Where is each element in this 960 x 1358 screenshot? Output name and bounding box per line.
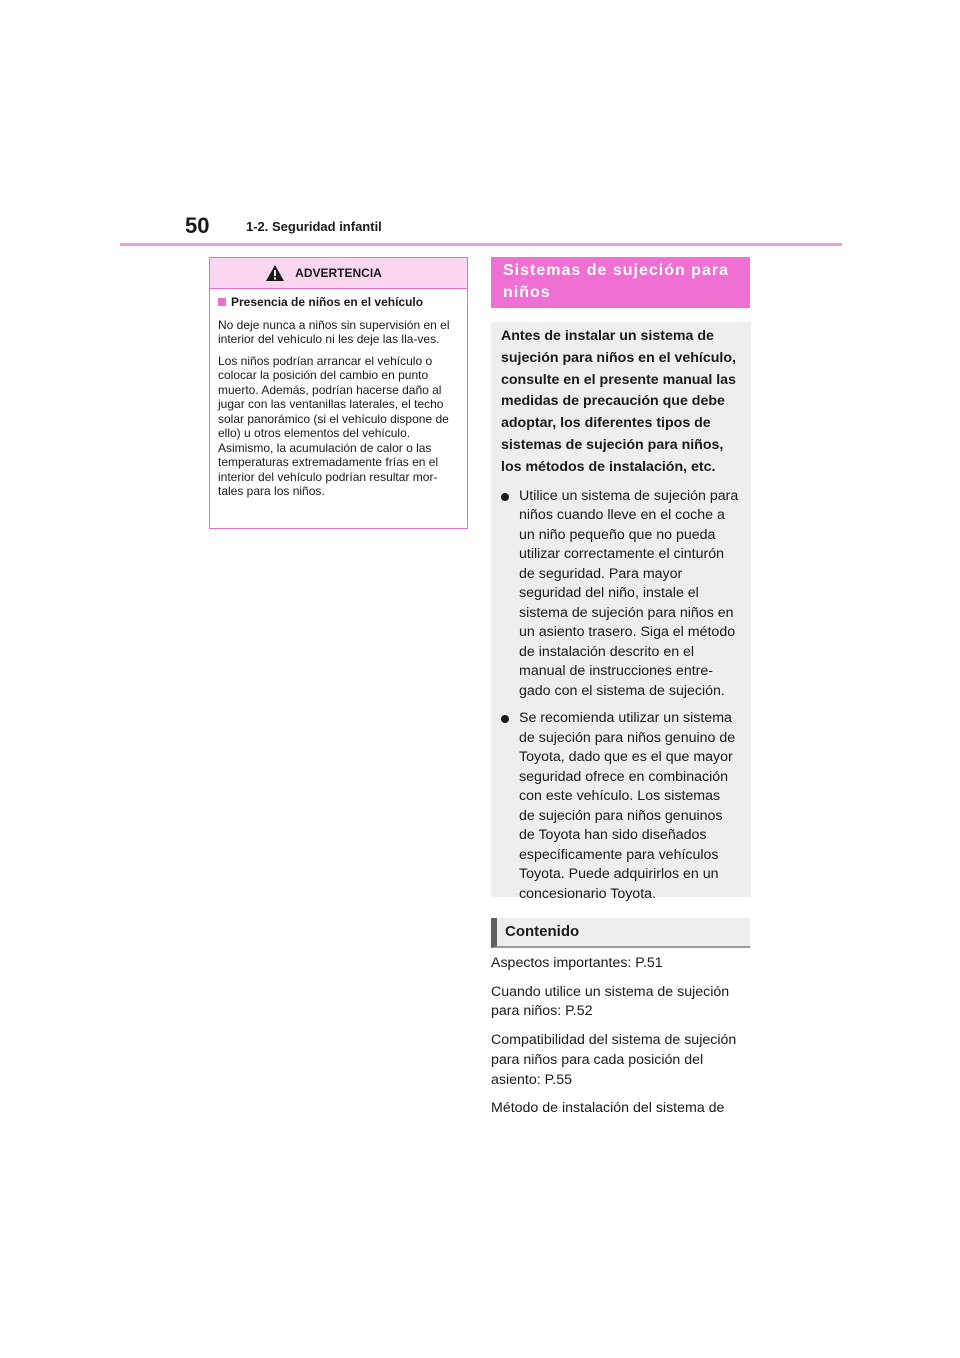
warning-heading-text: Presencia de niños en el vehículo (231, 295, 424, 309)
warning-box (209, 257, 468, 529)
warning-body (210, 289, 467, 499)
header-rule (120, 243, 842, 246)
warning-header (210, 258, 467, 289)
bullet-text: Se recomienda utilizar un sistema de sujeción para niños genuino de Toyota, dado que es el que mayor seguridad ofrece en combinación con este vehículo. Los sistemas de sujeción para niños genuinos de Toyota han sido diseñados específicamente para vehículos Toyota. Puede adquirirlos en un concesionario Toyota. (519, 710, 736, 902)
warning-paragraph: Los niños podrían arrancar el vehículo o colocar la posición del cambio en punto muerto. Además, podrían hacerse daño al jugar con las ventanillas laterales, el techo solar panorámico (si el vehículo dispone de ello) u otros elementos del vehículo. Asimismo, la acumulación de calor o las temperaturas extremadamente frías en el interior del vehículo podrían resultar mor-tales para los niños. (218, 353, 449, 498)
contents-item: Cuando utilice un sistema de sujeción para niños: P.52 (491, 983, 730, 1020)
intro-text: Antes de instalar un sistema de sujeción para niños en el vehículo, consulte en el presente manual las medidas de precaución que debe adoptar, los diferentes tipos de sistemas de sujeción para niños, los métodos de instalación, etc. (501, 328, 736, 475)
section-path: 1-2. Seguridad infantil (246, 219, 382, 234)
bullet-dot-icon (501, 715, 509, 723)
bullet-text: Utilice un sistema de sujeción para niños cuando lleve en el coche a un niño pequeño que no pueda utilizar correctamente el cinturón de seguridad. Para mayor seguridad del niño, instale el sistema de sujeción para niños en un asiento trasero. Siga el método de instalación descrito en el manual de instrucciones entre-gado con el sistema de sujeción. (519, 487, 739, 699)
bullet-item (501, 487, 739, 702)
bullet-item (501, 709, 739, 904)
warning-paragraph: No deje nunca a niños sin supervisión en el interior del vehículo ni les deje las lla-ves. (218, 317, 450, 346)
page-number: 50 (185, 213, 210, 238)
contents-item: Aspectos importantes: P.51 (491, 955, 663, 971)
square-bullet-icon (218, 298, 226, 306)
warning-triangle-icon (265, 264, 285, 282)
contents-item: Método de instalación del sistema de (491, 1100, 725, 1117)
warning-heading (218, 295, 459, 310)
bullet-dot-icon (501, 493, 509, 501)
section-title: Sistemas de sujeción para niños (491, 257, 750, 308)
contents-header: Contenido (491, 918, 750, 948)
warning-title: ADVERTENCIA (295, 266, 382, 280)
info-box (491, 322, 751, 902)
contents-list (491, 954, 753, 1128)
contents-item: Compatibilidad del sistema de sujeción para niños para cada posición del asiento: P.55 (491, 1032, 737, 1088)
